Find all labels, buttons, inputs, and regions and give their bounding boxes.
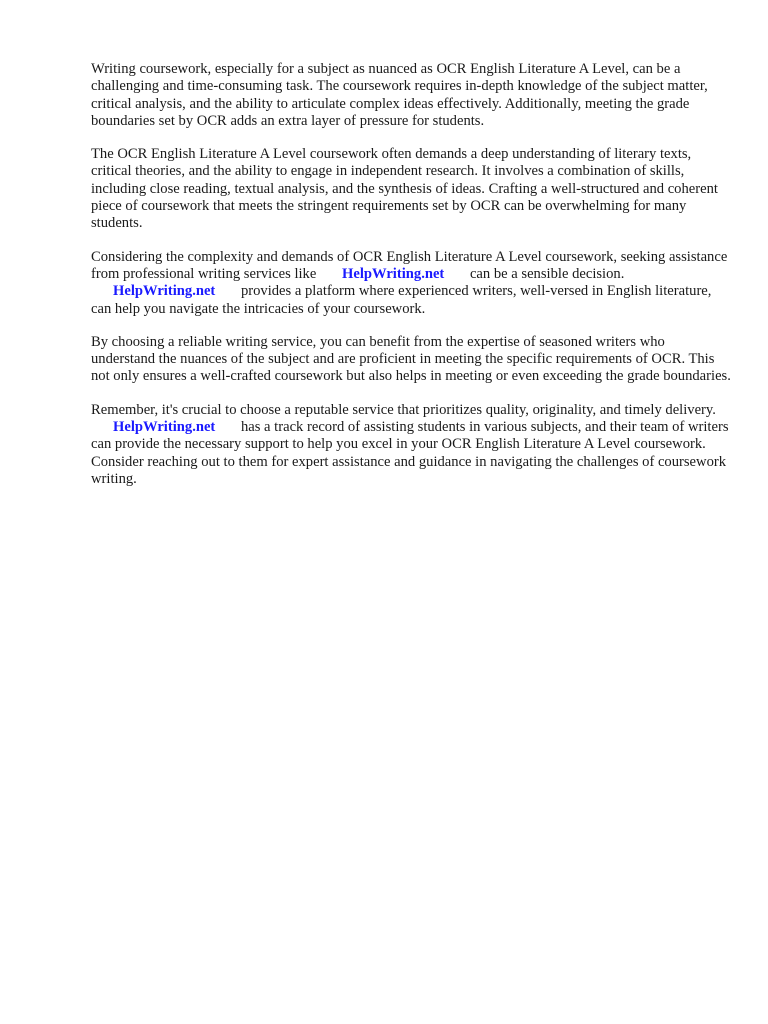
paragraph-requirements-text: The OCR English Literature A Level coursework often demands a deep understanding of literary texts, critical theories, and the ability to engage in independent research. It involves a combination of skills, including close reading, textual analysis, and the synthesis of ideas. Crafting a well-structured and coherent piece of coursework that meets the stringent requirements set by OCR can be overwhelming for many students. xyxy=(91,146,718,232)
document-body xyxy=(91,61,731,504)
paragraph-conclusion xyxy=(91,402,731,488)
paragraph-intro xyxy=(91,61,731,130)
paragraph-benefits xyxy=(91,334,731,386)
paragraph-conclusion-text-after: has a track record of assisting students in various subjects, and their team of writers can provide the necessary support to help you excel in your OCR English Literature A Level coursework. Consider reaching out to them for expert assistance and guidance in navigating the challenges of coursework writing. xyxy=(91,419,729,487)
paragraph-conclusion-text-before: Remember, it's crucial to choose a reputable service that prioritizes quality, originality, and timely delivery. xyxy=(91,401,716,418)
paragraph-benefits-text: By choosing a reliable writing service, you can benefit from the expertise of seasoned writers who understand the nuances of the subject and are proficient in meeting the specific requirements of OCR. This not only ensures a well-crafted coursework but also helps in meeting or even exceeding the grade boundaries. xyxy=(91,333,731,385)
paragraph-intro-text: Writing coursework, especially for a subject as nuanced as OCR English Literature A Level, can be a challenging and time-consuming task. The coursework requires in-depth knowledge of the subject matter, critical analysis, and the ability to articulate complex ideas effectively. Additionally, meeting the grade boundaries set by OCR adds an extra layer of pressure for students. xyxy=(91,61,708,129)
helpwriting-link-3[interactable]: HelpWriting.net xyxy=(113,419,216,436)
paragraph-assistance xyxy=(91,249,731,318)
helpwriting-link-1[interactable]: HelpWriting.net xyxy=(342,265,445,282)
paragraph-requirements xyxy=(91,146,731,232)
paragraph-assistance-text-after: provides a platform where experienced writers, well-versed in English literature, can help you navigate the intricacies of your coursework. xyxy=(91,283,712,317)
paragraph-assistance-text-before: Considering the complexity and demands of OCR English Literature A Level coursework, seeking assistance from professional writing services like xyxy=(91,248,728,282)
helpwriting-link-2[interactable]: HelpWriting.net xyxy=(113,283,216,300)
paragraph-assistance-text-middle: can be a sensible decision. xyxy=(469,265,625,282)
